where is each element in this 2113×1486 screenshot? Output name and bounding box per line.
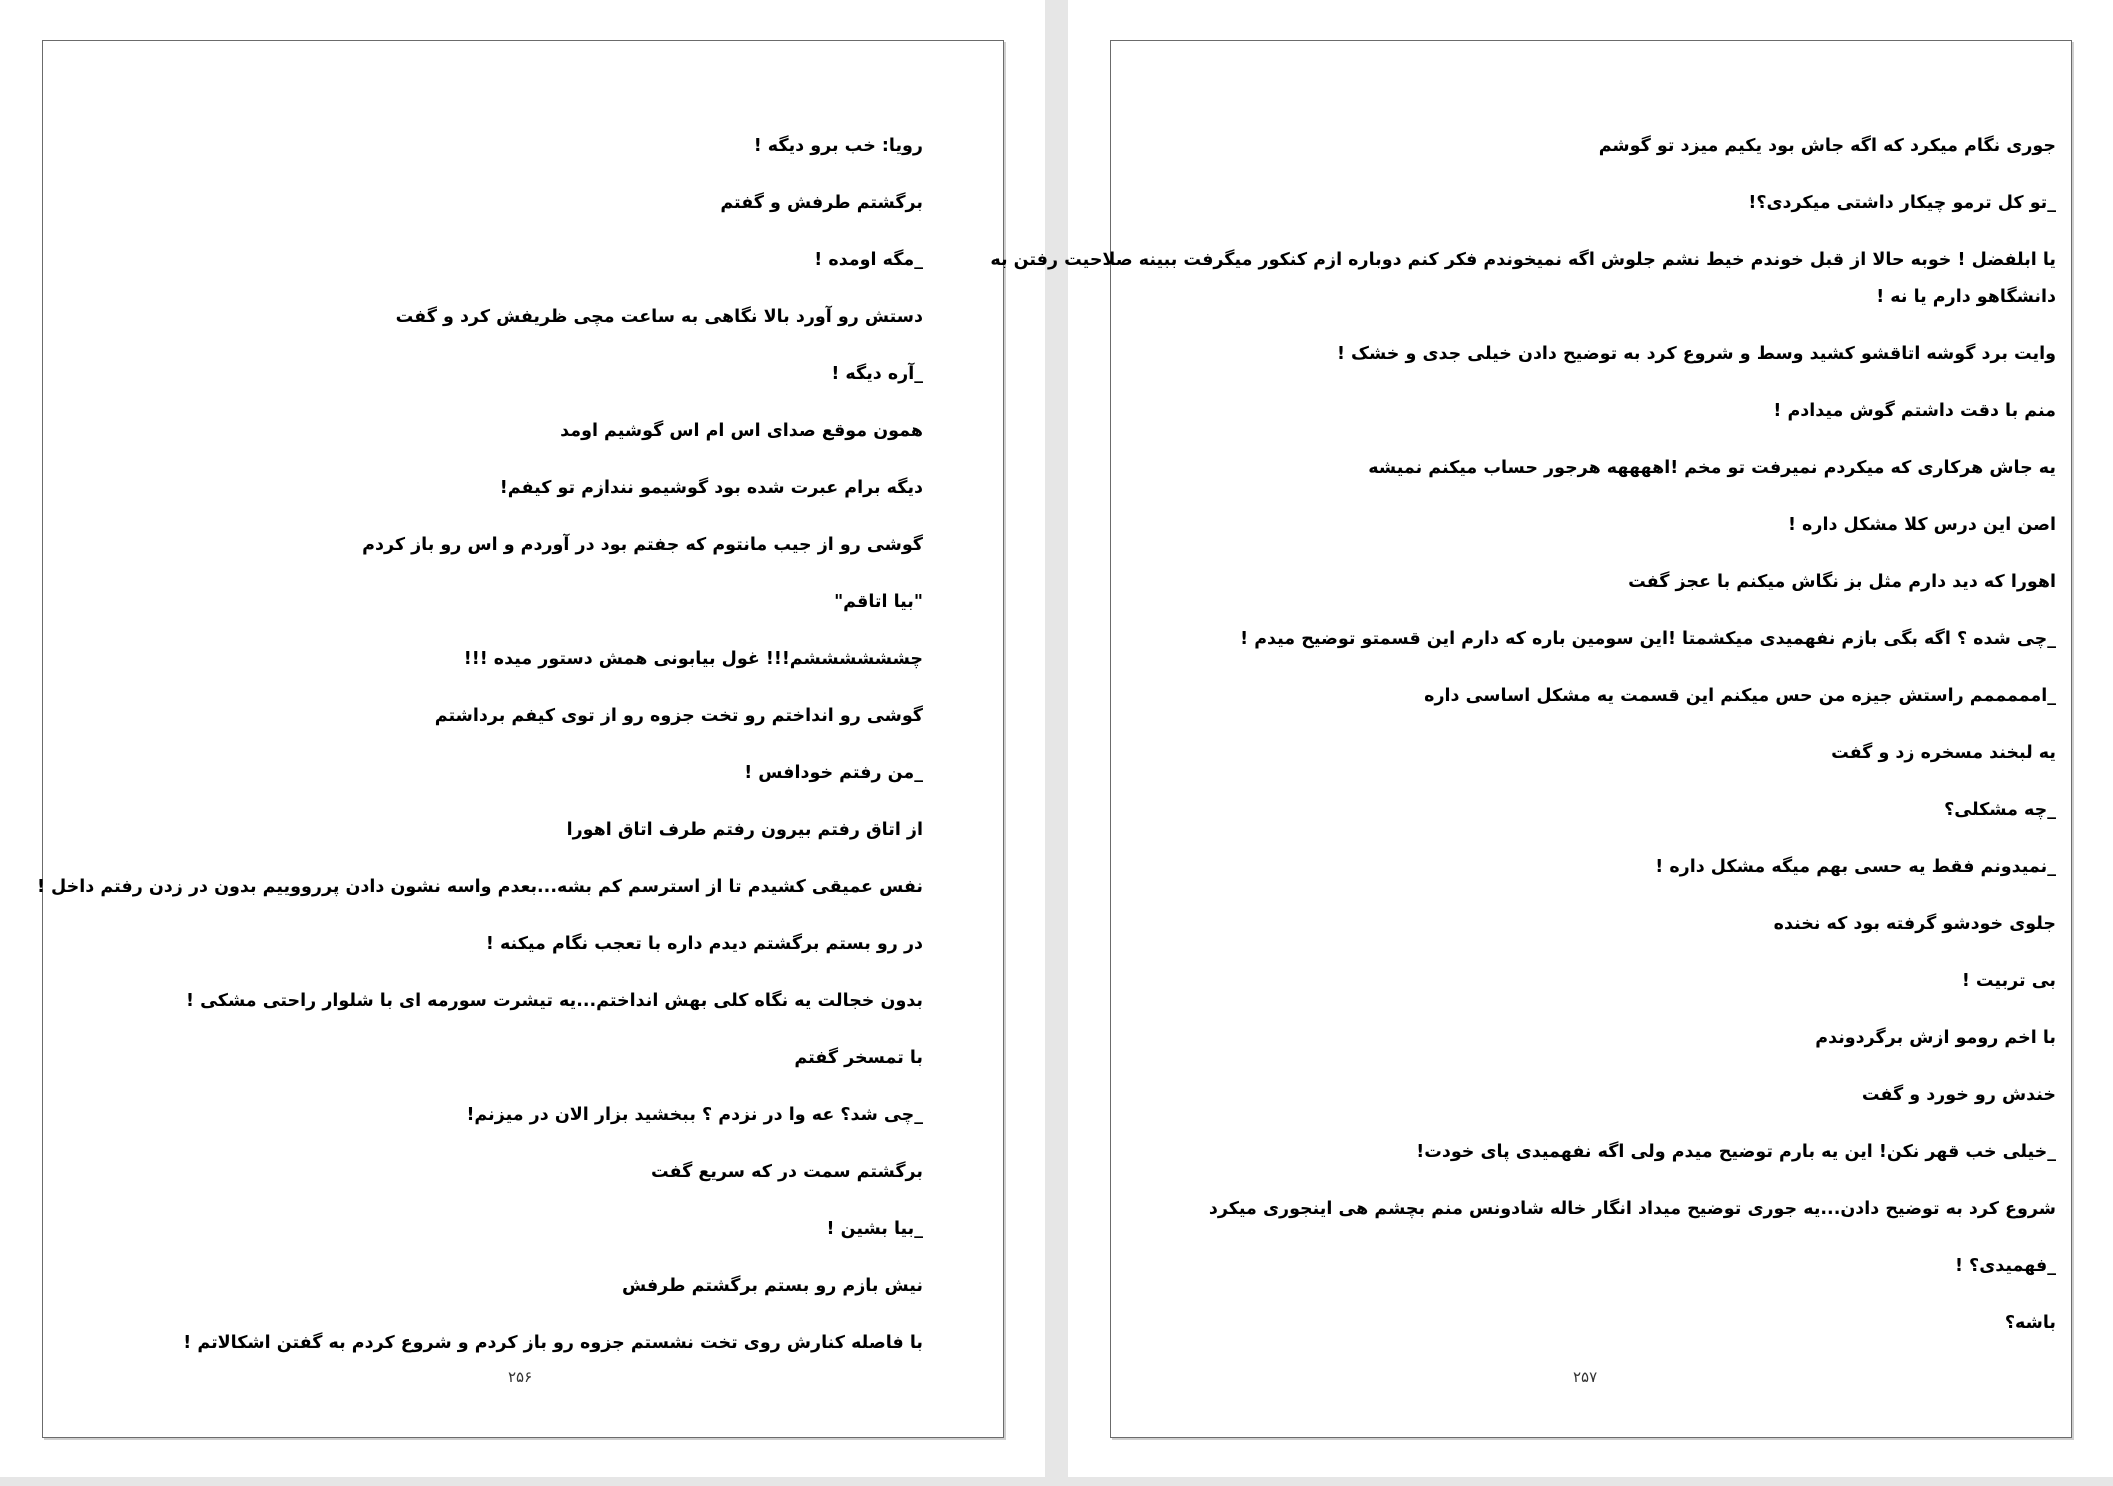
- text-line: _چی شد؟ عه وا در نزدم ؟ ببخشید بزار الان در میزنم!: [466, 1105, 923, 1125]
- text-line: _من رفتم خودافس !: [744, 763, 923, 783]
- text-line: منم با دقت داشتم گوش میدادم !: [1773, 400, 2056, 421]
- text-line: برگشتم طرفش و گفتم: [720, 193, 923, 213]
- page-text: [36, 128, 923, 1382]
- text-line: نفس عمیقی کشیدم تا از استرسم کم بشه...بعدم واسه نشون دادن پررووییم بدون در زدن رفتم داخل !: [36, 877, 923, 897]
- text-line: _فهمیدی؟ !: [1954, 1255, 2056, 1276]
- text-line: دستش رو آورد بالا نگاهی به ساعت مچی ظریفش کرد و گفت: [395, 307, 923, 327]
- text-line: برگشتم سمت در که سریع گفت: [650, 1162, 923, 1182]
- text-line: _چه مشکلی؟: [1944, 799, 2056, 820]
- text-line: یا ابلفضل ! خوبه حالا از قبل خوندم خیط نشم جلوش اگه نمیخوندم فکر کنم دوباره ازم کنکور میگرفت ببینه صلاحیت رفتن به دانشگاهو دارم یا نه !: [990, 250, 2056, 307]
- text-line: با تمسخر گفتم: [794, 1048, 923, 1068]
- text-line: در رو بستم برگشتم دیدم داره با تعجب نگام میکنه !: [485, 934, 923, 954]
- text-line: جلوی خودشو گرفته بود که نخنده: [1773, 913, 2056, 934]
- text-line: وایت برد گوشه اتاقشو کشید وسط و شروع کرد به توضیح دادن خیلی جدی و خشک !: [1336, 343, 2056, 364]
- text-line: با فاصله کنارش روی تخت نشستم جزوه رو باز کردم و شروع کردم به گفتن اشکالاتم !: [183, 1333, 923, 1353]
- text-line: _بیا بشین !: [826, 1219, 923, 1239]
- text-line: _مگه اومده !: [814, 250, 923, 270]
- text-line: _خیلی خب قهر نکن! این یه بارم توضیح میدم ولی اگه نفهمیدی پای خودت!: [1416, 1141, 2056, 1162]
- text-line: گوشی رو انداختم رو تخت جزوه رو از توی کیفم برداشتم: [434, 706, 923, 726]
- text-line: "بیا اتاقم": [834, 592, 923, 612]
- page-text: [968, 128, 2056, 1362]
- text-line: باشه؟: [2004, 1312, 2056, 1333]
- text-line: _آره دیگه !: [831, 364, 923, 384]
- text-line: جوری نگام میکرد که اگه جاش بود یکیم میزد تو گوشم: [1598, 136, 2056, 156]
- text-line: اهورا که دید دارم مثل بز نگاش میکنم با عجز گفت: [1628, 571, 2056, 592]
- text-line: خندش رو خورد و گفت: [1861, 1084, 2056, 1105]
- text-line: دیگه برام عبرت شده بود گوشیمو نندازم تو کیفم!: [499, 478, 923, 498]
- text-line: _امممممم راستش جیزه من حس میکنم این قسمت یه مشکل اساسی داره: [1424, 685, 2056, 706]
- page-number: ۲۵۷: [1573, 1368, 1598, 1386]
- text-line: _چی شده ؟ اگه بگی بازم نفهمیدی میکشمتا !این سومین باره که دارم این قسمتو توضیح میدم !: [1240, 628, 2056, 649]
- page-number: ۲۵۶: [508, 1368, 533, 1386]
- text-line: همون موقع صدای اس ام اس گوشیم اومد: [560, 421, 923, 441]
- text-line: اصن این درس کلا مشکل داره !: [1787, 514, 2056, 535]
- text-line: _نمیدونم فقط یه حسی بهم میگه مشکل داره !: [1655, 856, 2056, 877]
- page-sheet: [0, 0, 1045, 1477]
- text-line: از اتاق رفتم بیرون رفتم طرف اتاق اهورا: [566, 820, 923, 840]
- text-line: گوشی رو از جیب مانتوم که جفتم بود در آوردم و اس رو باز کردم: [362, 535, 923, 555]
- text-line: نیش بازم رو بستم برگشتم طرفش: [621, 1276, 923, 1296]
- text-line: بی تربیت !: [1961, 970, 2056, 991]
- text-line: شروع کرد به توضیح دادن...یه جوری توضیح میداد انگار خاله شادونس منم بچشم هی اینجوری میکرد: [1208, 1198, 2056, 1219]
- text-line: _تو کل ترمو چیکار داشتی میکردی؟!: [1748, 193, 2056, 213]
- text-line: با اخم رومو ازش برگردوندم: [1815, 1027, 2056, 1048]
- text-line: بدون خجالت یه نگاه کلی بهش انداختم...یه تیشرت سورمه ای با شلوار راحتی مشکی !: [186, 991, 923, 1011]
- text-line: رویا: خب برو دیگه !: [753, 136, 923, 156]
- page-sheet: [990, 0, 2113, 1477]
- text-line: یه جاش هرکاری که میکردم نمیرفت تو مخم !اههههه هرجور حساب میکنم نمیشه: [1368, 457, 2056, 478]
- text-line: یه لبخند مسخره زد و گفت: [1831, 742, 2056, 763]
- text-line: چششششششم!!! غول بیابونی همش دستور میده !!!: [463, 649, 923, 669]
